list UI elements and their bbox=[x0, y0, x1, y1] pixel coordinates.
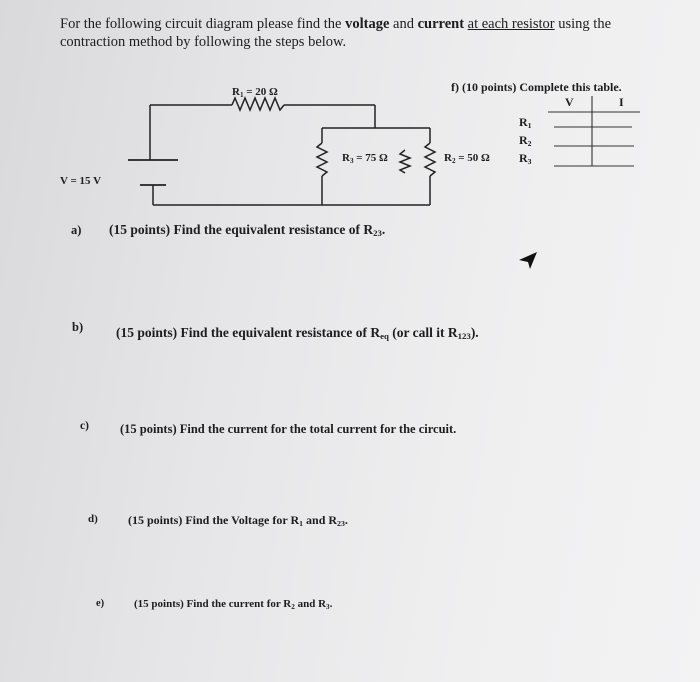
table-row-r3: $R_3$ bbox=[519, 151, 532, 166]
question-a-text: (15 points) Find the equivalent resistance of $R_{23}$. bbox=[109, 222, 386, 239]
r1-label: $R_1 = 20$ Ω bbox=[232, 86, 278, 99]
table-title: f) (10 points) Complete this table. bbox=[451, 80, 622, 94]
question-d-label: d) bbox=[88, 513, 98, 525]
question-b-text: (15 points) Find the equivalent resistance of $R_{eq}$ (or call it $R_{123}$). bbox=[116, 325, 479, 342]
resistor-r1-symbol bbox=[232, 98, 284, 110]
table-row-r1: $R_1$ bbox=[519, 115, 532, 130]
resistor-r3-symbol bbox=[317, 143, 327, 176]
question-d-text: (15 points) Find the Voltage for $R_1$ and $R_{23}$. bbox=[128, 513, 348, 528]
question-a-label: a) bbox=[71, 223, 82, 237]
question-e-text: (15 points) Find the current for $R_2$ and $R_3$. bbox=[134, 598, 333, 611]
resistor-r2-symbol bbox=[425, 143, 435, 176]
cursor-arrow-icon bbox=[516, 248, 540, 272]
voltage-emphasis: voltage bbox=[345, 16, 390, 32]
question-c-text: (15 points) Find the current for the total current for the circuit. bbox=[120, 422, 457, 436]
table-col-i: I bbox=[619, 95, 624, 109]
instructions-paragraph: For the following circuit diagram please find the voltage and current at each resistor using the contraction method by following the steps below. bbox=[60, 16, 612, 50]
question-e-label: e) bbox=[96, 598, 105, 609]
question-b-label: b) bbox=[72, 320, 84, 334]
table-col-v: V bbox=[565, 95, 574, 109]
voltage-source-label: V = 15 V bbox=[60, 175, 102, 187]
table-row-r2: $R_2$ bbox=[519, 133, 532, 148]
r2-label: $R_2 = 50$ Ω bbox=[444, 152, 490, 165]
current-emphasis: current bbox=[417, 16, 465, 32]
at-each-resistor-underline: at each resistor bbox=[467, 16, 555, 32]
r3-label: $R_3 = 75$ Ω bbox=[342, 152, 388, 165]
question-c-label: c) bbox=[80, 420, 89, 432]
resistor-r3-extra bbox=[400, 150, 410, 173]
